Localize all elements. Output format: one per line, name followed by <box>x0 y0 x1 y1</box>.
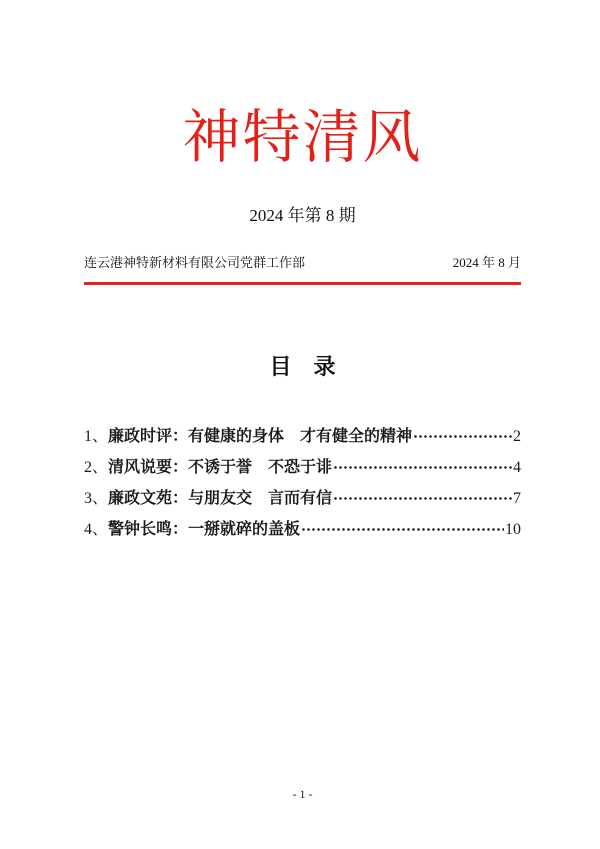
publisher-row <box>84 255 521 271</box>
toc-entry-page: 7 <box>513 490 521 508</box>
toc-entry-4 <box>84 514 521 545</box>
toc-entry-label: 廉政文苑：与朋友交 言而有信 <box>108 490 333 508</box>
toc-entry-number: 4、 <box>84 521 109 539</box>
toc-heading: 目 录 <box>269 354 336 380</box>
dot-leader <box>333 460 512 476</box>
toc-entry-label: 廉政时评：有健康的身体 才有健全的精神 <box>108 428 413 446</box>
dot-leader <box>413 429 512 445</box>
toc-entry-number: 3、 <box>84 490 109 508</box>
toc-entry-number: 2、 <box>84 459 109 477</box>
toc-entry-3 <box>84 483 521 514</box>
toc-entry-number: 1、 <box>84 428 109 446</box>
page-number: - 1 - <box>292 787 313 801</box>
toc-entry-page: 4 <box>513 459 521 477</box>
toc-entry-label: 警钟长鸣：一掰就碎的盖板 <box>108 521 301 539</box>
newsletter-title: 神特清风 <box>182 105 423 170</box>
toc-entry-page: 2 <box>513 428 521 446</box>
issue-line: 2024 年第 8 期 <box>249 205 356 225</box>
toc-entry-page: 10 <box>505 521 521 539</box>
toc-entry-label: 清风说要：不诱于誉 不恐于诽 <box>108 459 333 477</box>
toc-entry-2 <box>84 452 521 483</box>
toc-list <box>84 421 521 545</box>
toc-entry-1 <box>84 421 521 452</box>
publication-date: 2024 年 8 月 <box>452 254 521 270</box>
red-divider-rule <box>84 282 521 285</box>
dot-leader <box>333 491 512 507</box>
publisher-name: 连云港神特新材料有限公司党群工作部 <box>84 254 306 270</box>
dot-leader <box>301 522 504 538</box>
